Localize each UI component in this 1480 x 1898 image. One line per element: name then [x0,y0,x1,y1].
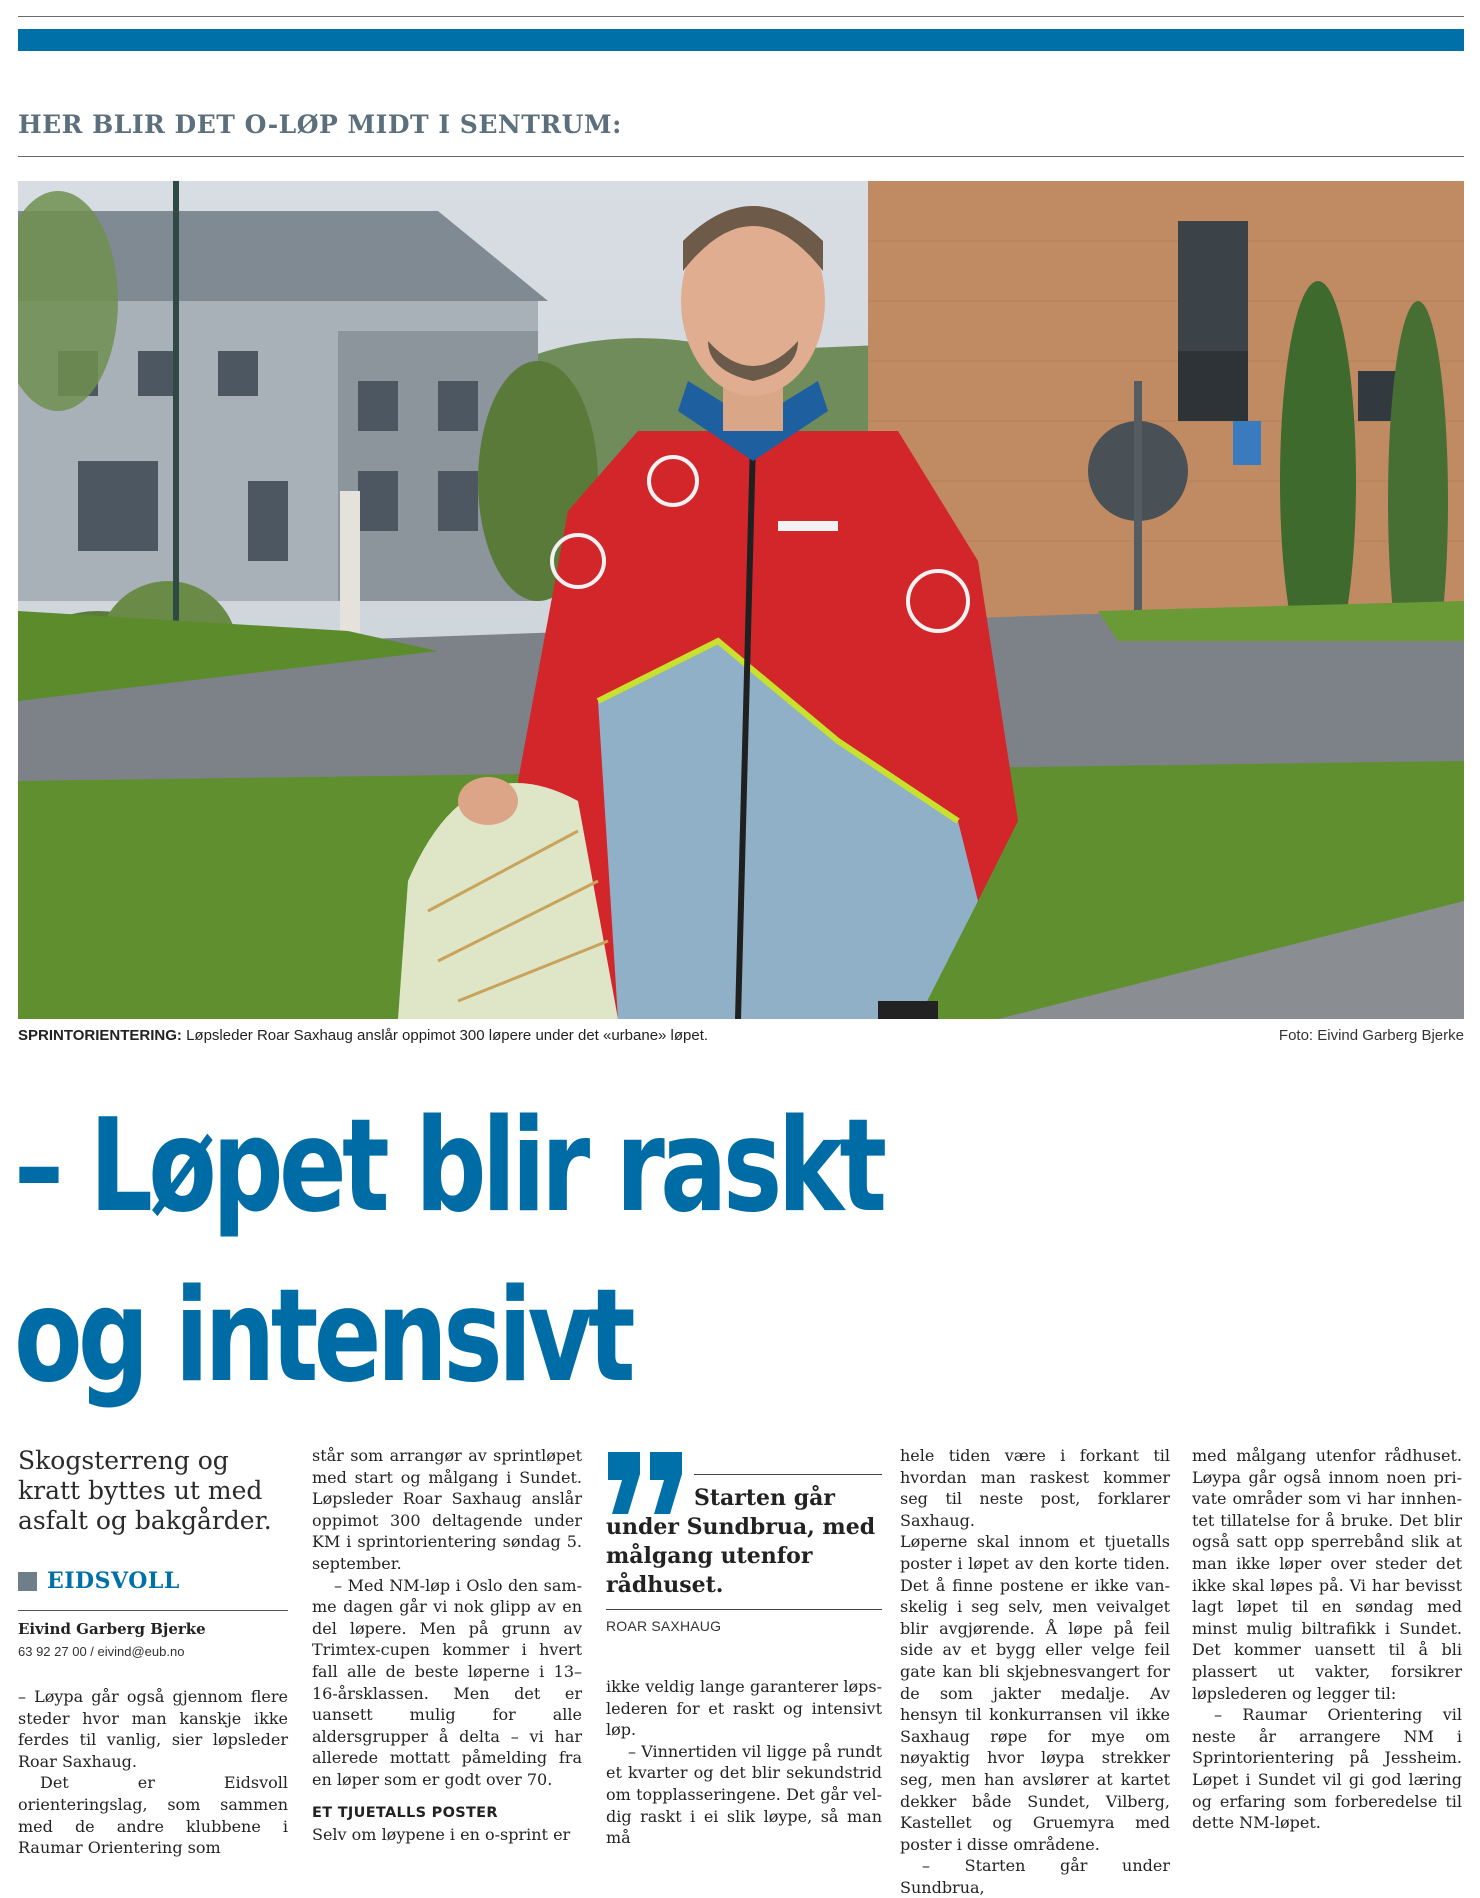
body-column-5 [1192,1445,1462,1834]
location-name: EIDSVOLL [47,1568,180,1594]
headline-line-1: – Løpet blir raskt [14,1092,883,1241]
body-paragraph: Det er Eidsvoll orienteringslag, som sammen med de andre klubbene i Raumar Orientering som [18,1773,288,1858]
quote-rule-bottom [606,1609,882,1610]
body-paragraph: med målgang utenfor rådhuset. Løypa går også innom noen private områder som vi har innhentet tillatelse for å bruke. Det blir også satt opp sperrebånd slik at man ikke løper over steder det ikke skal løpes på. Vi har bevisst lagt løpet til en søndag med minst mulig biltrafikk i Sundet. Det kommer uansett til å bli plassert ut vakter, forsikrer løpslederen og legger til: [1192,1446,1462,1703]
quote-source: ROAR SAXHAUG [606,1618,722,1634]
body-column-3 [606,1676,882,1849]
body-paragraph: hele tiden være i forkant til hvordan man raskest kommer seg til neste post, forklarer Saxhaug. [900,1446,1170,1530]
subheading: ET TJUETALLS POSTER [312,1804,498,1821]
byline-name: Eivind Garberg Bjerke [18,1620,206,1638]
body-paragraph: – Løypa går også gjennom flere steder hvor man kanskje ikke ferdes til vanlig, sier løpsleder Roar Saxhaug. [18,1687,288,1771]
photo-caption [18,1027,708,1044]
body-paragraph: – Vinnertiden vil ligge på rundt et kvarter og det blir sekundstrid om topplasseringene. Det går veldig raskt i ei slik løype, så man må [606,1741,882,1848]
location-rule [18,1610,288,1611]
section-kicker: HER BLIR DET O-LØP MIDT I SENTRUM: [18,110,622,139]
body-paragraph: Selv om løypene i en o-sprint er [312,1825,571,1845]
kicker-rule [18,156,1464,157]
section-color-bar [18,29,1464,51]
top-rule [18,16,1464,17]
byline-contact: 63 92 27 00 / eivind@eub.no [18,1644,185,1659]
photo-credit: Foto: Eivind Garberg Bjerke [1278,1027,1464,1044]
quote-text: Starten går under Sundbrua, med målgang utenfor rådhuset. [606,1485,876,1598]
body-paragraph: står som arrangør av sprintløpet med start og målgang i Sundet. Løpsleder Roar Saxhaug anslår oppimot 300 deltagende under KM i sprintorientering søndag 5. september. [312,1446,582,1573]
caption-text: Løpsleder Roar Saxhaug anslår oppimot 300 løpere under det «urbane» løpet. [181,1027,709,1044]
location-tag [18,1568,180,1594]
caption-label: SPRINTORIENTERING: [18,1027,182,1044]
headline-line-2: og intensivt [14,1262,631,1411]
body-paragraph: – Med NM-løp i Oslo den samme dagen går vi nok glipp av en del løpere. Men på grunn av Trimtex-cupen kommer i hvert fall alle de beste løperne i 13–16-årsklassen. Men det er uansett mulig for alle aldersgrupper å delta – vi har allerede mottatt påmelding fra en løper som er godt over 70. [312,1575,582,1789]
lead-text: Skogsterreng og kratt byttes ut med asfalt og bakgårder. [18,1446,272,1535]
body-paragraph: – Raumar Orientering vil neste år arrangere NM i Sprintorientering på Jessheim. Løpet i Sundet vil gi god læring og erfaring som forberedelse til dette NM-løpet. [1192,1705,1462,1833]
body-column-4 [900,1445,1170,1898]
body-paragraph: – Starten går under Sundbrua, [900,1856,1170,1897]
body-column-2 [312,1445,582,1846]
headline [14,1082,1137,1422]
photo-runner-in-red-jacket-icon [18,181,1464,1019]
square-bullet-icon [18,1572,37,1591]
body-column-1 [18,1686,288,1859]
article-photo [18,181,1464,1019]
quote-rule-top [694,1474,882,1475]
body-paragraph: Løperne skal innom et tjuetalls poster i løpet av den korte tiden. Det å finne postene er ikke vanskelig i seg selv, men veivalget blir avgjørende. Å løpe på feil side av et bygg eller velge feil gate kan bli skjebnesvangert for de som jakter medalje. Av hensyn til konkurransen vil ikke Saxhaug røpe for mye om nøyaktig hvor løypa strekker seg, men han avslører at kartet dekker både Sundet, Vilberg, Kastellet og Gruemyra med poster i disse områdene. [900,1532,1170,1854]
body-paragraph: ikke veldig lange garanterer løpslederen for et raskt og intensivt løp. [606,1677,882,1740]
